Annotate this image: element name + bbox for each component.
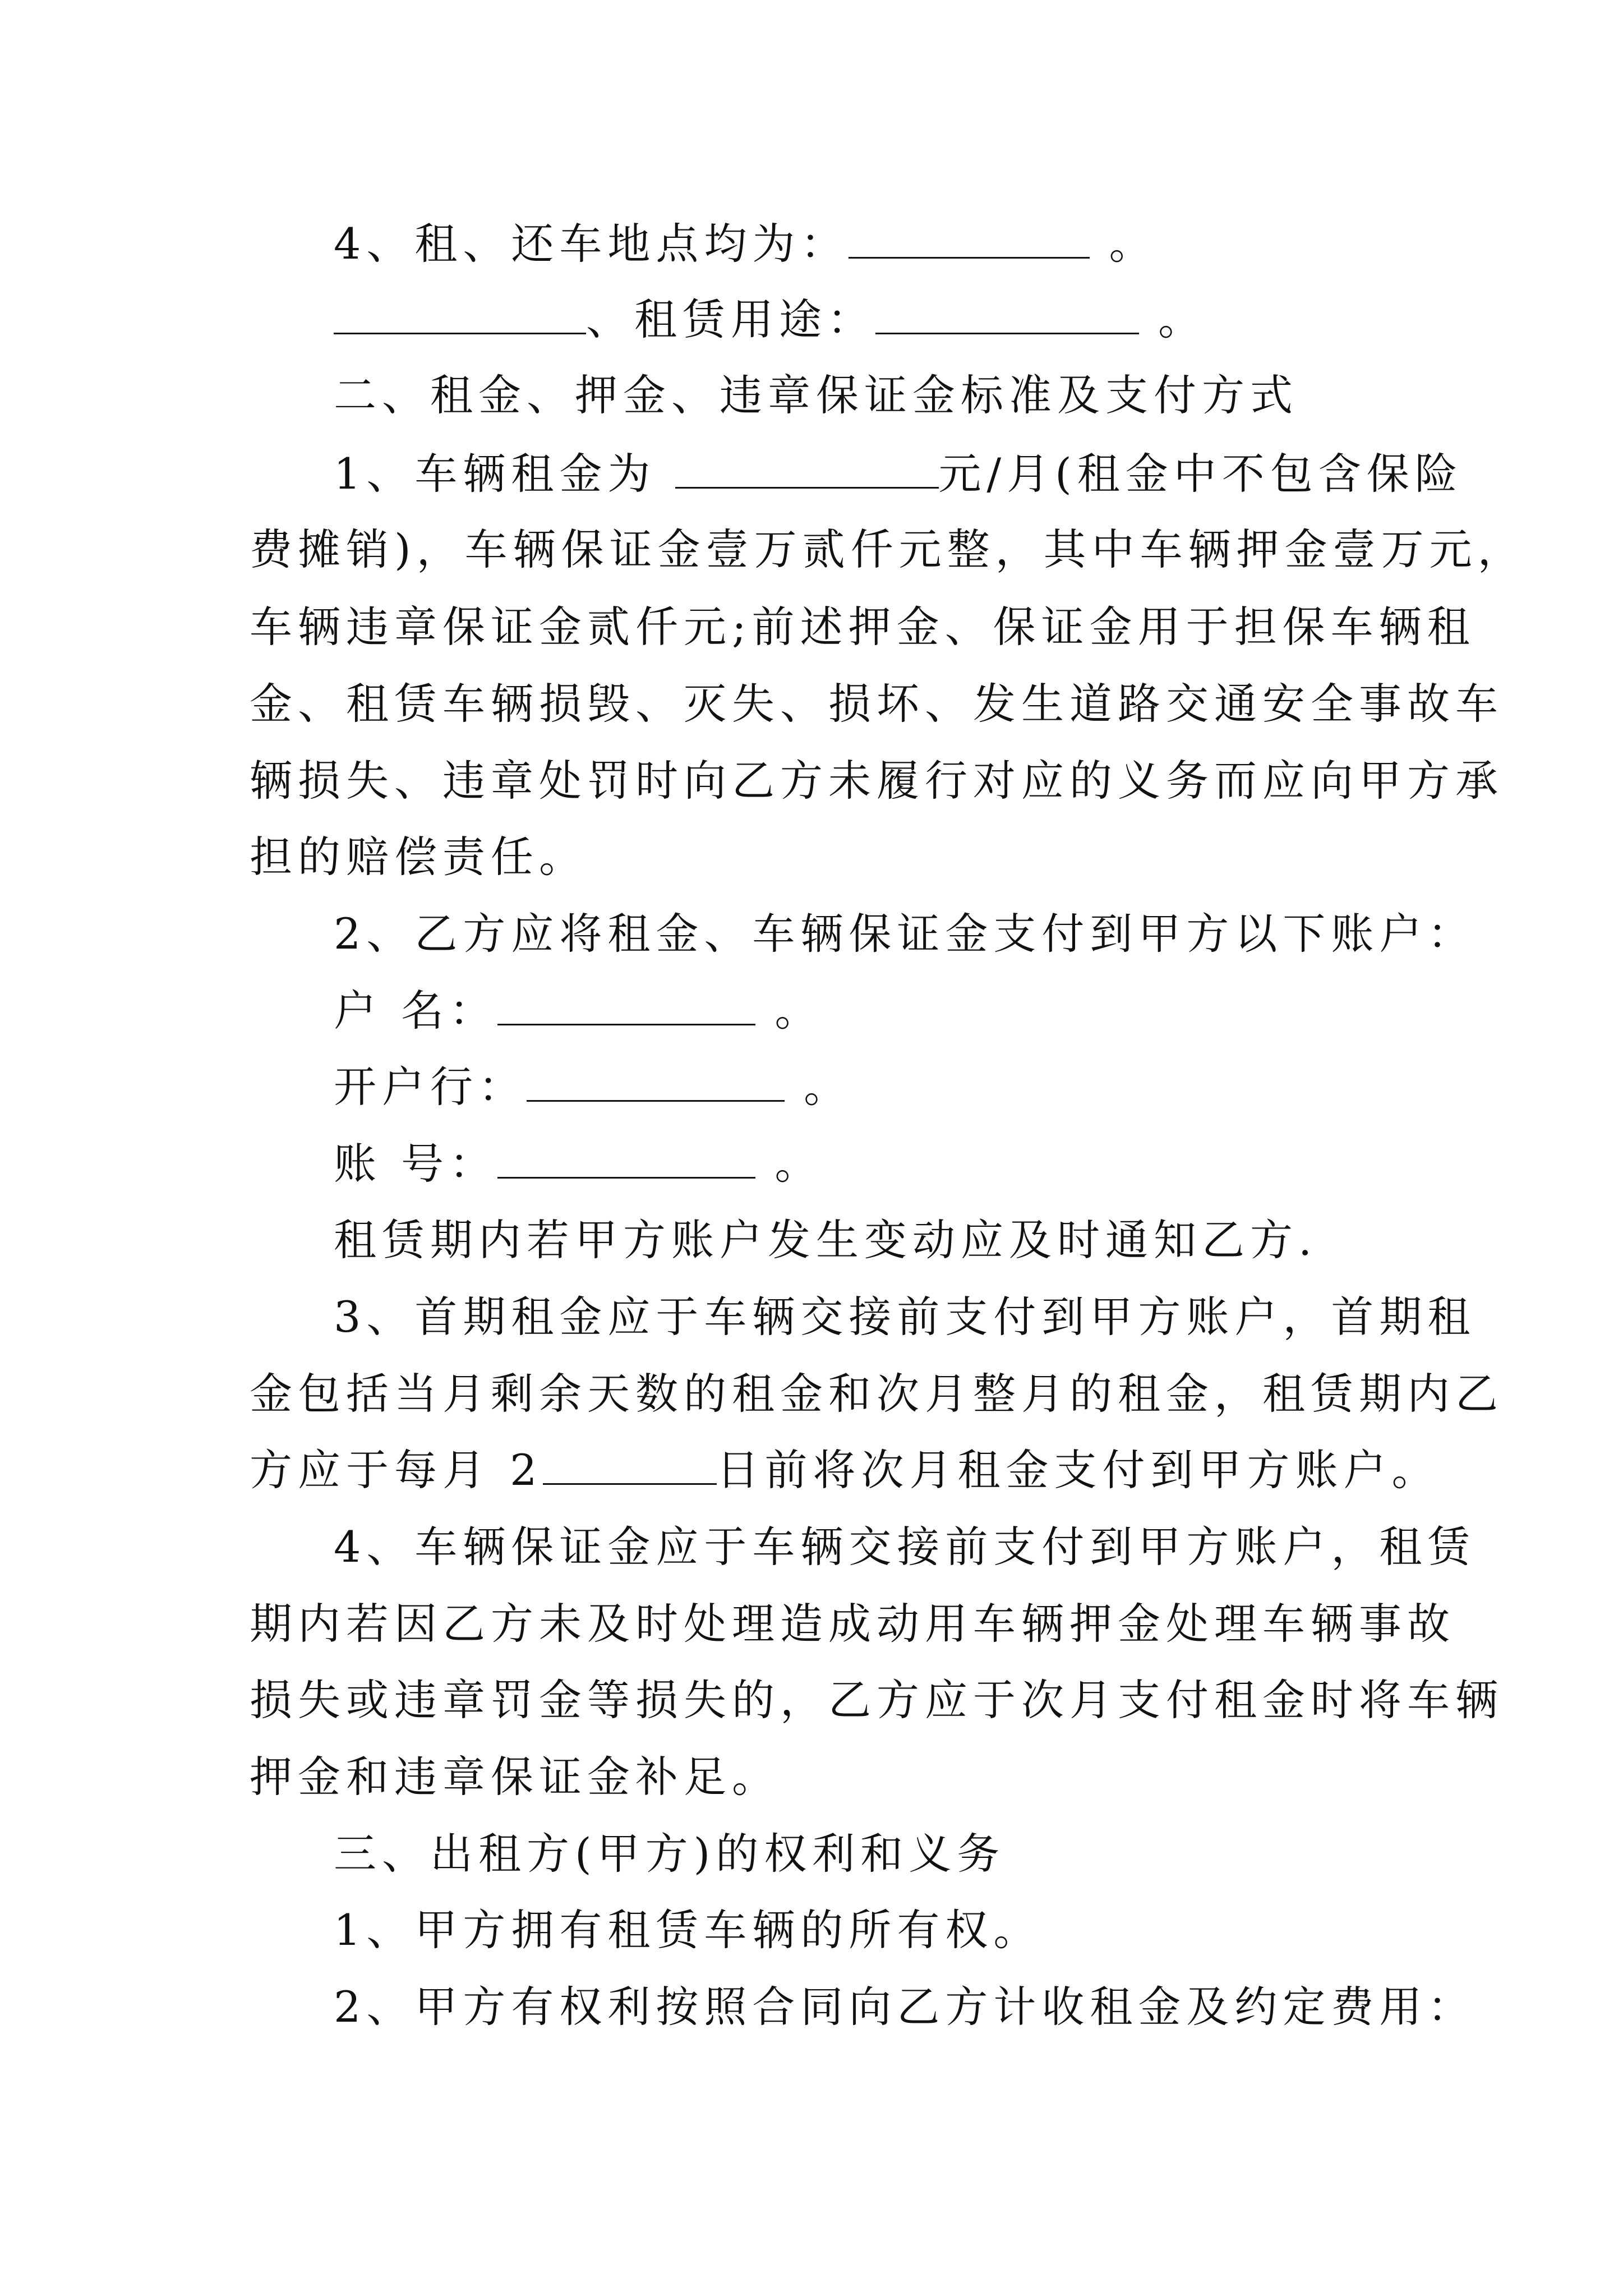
line-text: 方应于每月 2 xyxy=(250,1445,543,1495)
line-text: 元/月(租金中不包含保险 xyxy=(938,449,1463,499)
paragraph-line xyxy=(250,832,587,882)
fill-blank[interactable] xyxy=(527,1065,785,1102)
clause-ownership xyxy=(334,1905,1041,1955)
paragraph-line xyxy=(250,756,1504,806)
line-text: 车辆违章保证金贰仟元;前述押金、保证金用于担保车辆租 xyxy=(250,602,1476,652)
line-text: 。 xyxy=(785,1062,852,1112)
line-text: 1、车辆租金为 xyxy=(334,449,675,499)
clause-monthly-due-date xyxy=(250,1445,1440,1496)
line-text: 辆损失、违章处罚时向乙方未履行对应的义务而应向甲方承 xyxy=(250,756,1504,806)
line-text: 2、甲方有权利按照合同向乙方计收租金及约定费用： xyxy=(334,1982,1476,2032)
account-number-field xyxy=(334,1139,823,1189)
paragraph-line xyxy=(250,602,1476,652)
line-text: 费摊销)，车辆保证金壹万贰仟元整，其中车辆押金壹万元， xyxy=(250,524,1526,574)
paragraph-line xyxy=(334,1215,1317,1266)
line-text: 。 xyxy=(755,986,823,1036)
fill-blank[interactable] xyxy=(875,298,1139,334)
clause-first-rent xyxy=(334,1292,1476,1342)
paragraph-line xyxy=(250,679,1504,729)
line-text: 担的赔偿责任。 xyxy=(250,832,587,882)
clause-deposit-payment xyxy=(334,1522,1476,1572)
fill-blank[interactable] xyxy=(497,989,755,1025)
line-text: 、租赁用途： xyxy=(586,295,875,344)
line-text: 损失或违章罚金等损失的，乙方应于次月支付租金时将车辆 xyxy=(250,1675,1504,1725)
line-text: 租赁期内若甲方账户发生变动应及时通知乙方. xyxy=(334,1215,1318,1265)
paragraph-line xyxy=(250,1752,780,1802)
line-text: 日前将次月租金支付到甲方账户。 xyxy=(716,1445,1440,1495)
heading-text: 二、租金、押金、违章保证金标准及支付方式 xyxy=(334,370,1298,420)
bank-name-field xyxy=(334,1062,852,1112)
line-text: 金包括当月剩余天数的租金和次月整月的租金，租赁期内乙 xyxy=(250,1369,1504,1419)
field-label: 户 名： xyxy=(334,986,498,1036)
paragraph-line xyxy=(250,1369,1504,1419)
fill-blank[interactable] xyxy=(334,298,586,334)
fill-blank[interactable] xyxy=(543,1448,717,1485)
fill-blank[interactable] xyxy=(497,1142,755,1179)
clause-collect-rent xyxy=(334,1982,1476,2032)
line-text: 3、首期租金应于车辆交接前支付到甲方账户，首期租 xyxy=(334,1292,1476,1342)
line-text: 押金和违章保证金补足。 xyxy=(250,1752,780,1802)
line-text: 2、乙方应将租金、车辆保证金支付到甲方以下账户： xyxy=(334,909,1476,959)
line-text: 期内若因乙方未及时处理造成动用车辆押金处理车辆事故 xyxy=(250,1599,1455,1649)
paragraph-line xyxy=(250,1675,1504,1726)
fill-blank[interactable] xyxy=(675,452,939,489)
section-heading-rent-deposit xyxy=(334,370,1298,421)
paragraph-line xyxy=(250,1599,1455,1649)
line-text: 。 xyxy=(1139,295,1207,344)
line-text: 4、租、还车地点均为： xyxy=(334,219,849,269)
clause-pickup-return-location xyxy=(334,219,1158,269)
line-text: 。 xyxy=(755,1139,823,1189)
field-label: 账 号： xyxy=(334,1139,498,1189)
line-text: 。 xyxy=(1090,219,1158,269)
line-text: 4、车辆保证金应于车辆交接前支付到甲方账户，租赁 xyxy=(334,1522,1476,1572)
account-name-field xyxy=(334,986,823,1036)
line-text: 1、甲方拥有租赁车辆的所有权。 xyxy=(334,1905,1042,1955)
field-label: 开户行： xyxy=(334,1062,527,1112)
clause-monthly-rent xyxy=(334,449,1463,499)
line-text: 金、租赁车辆损毁、灭失、损坏、发生道路交通安全事故车 xyxy=(250,679,1504,729)
paragraph-line xyxy=(250,524,1526,575)
clause-lease-purpose xyxy=(334,295,1206,345)
section-heading-lessor-rights xyxy=(334,1829,1005,1879)
fill-blank[interactable] xyxy=(849,222,1090,259)
clause-payment-account xyxy=(334,909,1476,959)
heading-text: 三、出租方(甲方)的权利和义务 xyxy=(334,1829,1006,1879)
